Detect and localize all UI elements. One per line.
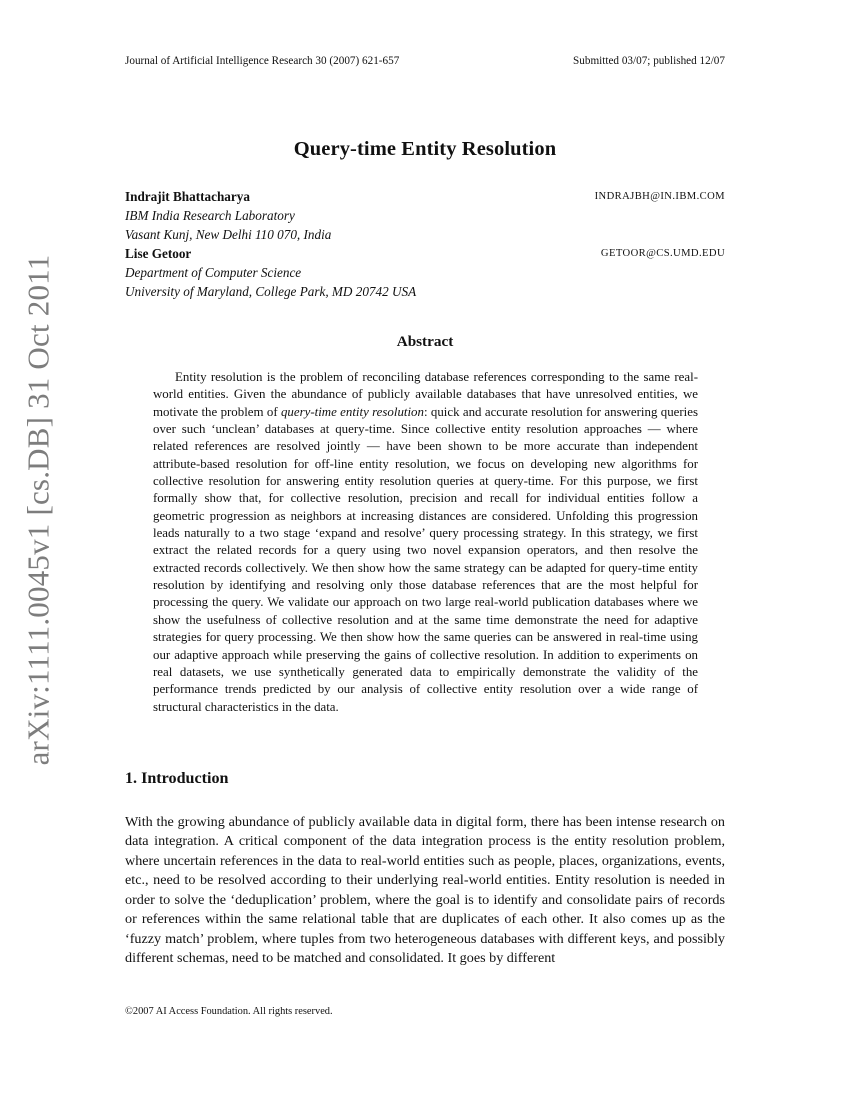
- author-name: Lise Getoor: [125, 246, 192, 261]
- abstract-heading: Abstract: [396, 333, 454, 350]
- author-address: University of Maryland, College Park, MD 20742 USA: [125, 284, 417, 299]
- copyright-footnote: ©2007 AI Access Foundation. All rights reserved.: [125, 1006, 333, 1017]
- author-name: Indrajit Bhattacharya: [125, 189, 250, 204]
- arxiv-identifier: arXiv:1111.0045v1 [cs.DB] 31 Oct 2011: [20, 254, 56, 766]
- journal-citation: Journal of Artificial Intelligence Research 30 (2007) 621-657: [125, 55, 400, 67]
- author-address: Vasant Kunj, New Delhi 110 070, India: [125, 227, 332, 242]
- author-affiliation: IBM India Research Laboratory: [125, 208, 295, 223]
- section-heading-introduction: 1. Introduction: [125, 770, 229, 787]
- author-email: GETOOR@CS.UMD.EDU: [600, 248, 725, 259]
- author-block-1: [125, 187, 725, 244]
- abstract-body: [153, 369, 698, 716]
- introduction-paragraph: With the growing abundance of publicly available data in digital form, there has been intense research on data integration. A critical component of the data integration process is the entity resolution problem, where uncertain references in the data to real-world entities such as people, places, organizations, events, etc., need to be resolved according to their underlying real-world entities. Entity resolution is needed in order to solve the ‘deduplication’ problem, where the goal is to identify and consolidate pairs of records or references within the same relational table that are duplicates of each other. It also comes up as the ‘fuzzy match’ problem, where tuples from two heterogeneous databases with different keys, and possibly different schemas, need to be matched and consolidated. It goes by different: [125, 814, 725, 967]
- journal-header: [125, 55, 725, 67]
- author-email: INDRAJBH@IN.IBM.COM: [594, 191, 725, 202]
- abstract-emphasis: query-time entity resolution: [280, 404, 424, 419]
- abstract-text-part1: Entity resolution is the problem of reconciling database references corresponding to the same real-world entities. Given the abundance of publicly available databases that have unresolved entities, we motivate the problem of: [153, 370, 698, 419]
- submission-dates: Submitted 03/07; published 12/07: [573, 55, 725, 67]
- author-affiliation: Department of Computer Science: [125, 265, 302, 280]
- paper-title: Query-time Entity Resolution: [293, 138, 557, 160]
- abstract-text-part2: : quick and accurate resolution for answering queries over such ‘unclean’ databases at query-time. Since collective entity resolution approaches — where related references are resolved jointly — have been shown to be more accurate than independent attribute-based resolution for off-line entity resolution, we focus on developing new algorithms for collective resolution for answering entity resolution queries at query-time. For this purpose, we first formally show that, for collective resolution, precision and recall for individual entities follow a geometric progression as neighbors at increasing distances are considered. Unfolding this progression leads naturally to a two stage ‘expand and resolve’ query processing strategy. In this strategy, we first extract the related records for a query using two novel expansion operators, and then resolve the extracted records collectively. We then show how the same strategy can be adapted for query-time entity resolution by identifying and resolving only those database references that are the most helpful for processing the query. We validate our approach on two large real-world publication databases where we show the usefulness of collective resolution and at the same time demonstrate the need for adaptive strategies for query processing. We then show how the same queries can be answered in real-time using our adaptive approach while preserving the gains of collective resolution. In addition to experiments on real datasets, we use synthetically generated data to empirically demonstrate the validity of the performance trends predicted by our analysis of collective entity resolution over a wide range of structural characteristics in the data.: [153, 404, 698, 714]
- author-block-2: [125, 244, 725, 301]
